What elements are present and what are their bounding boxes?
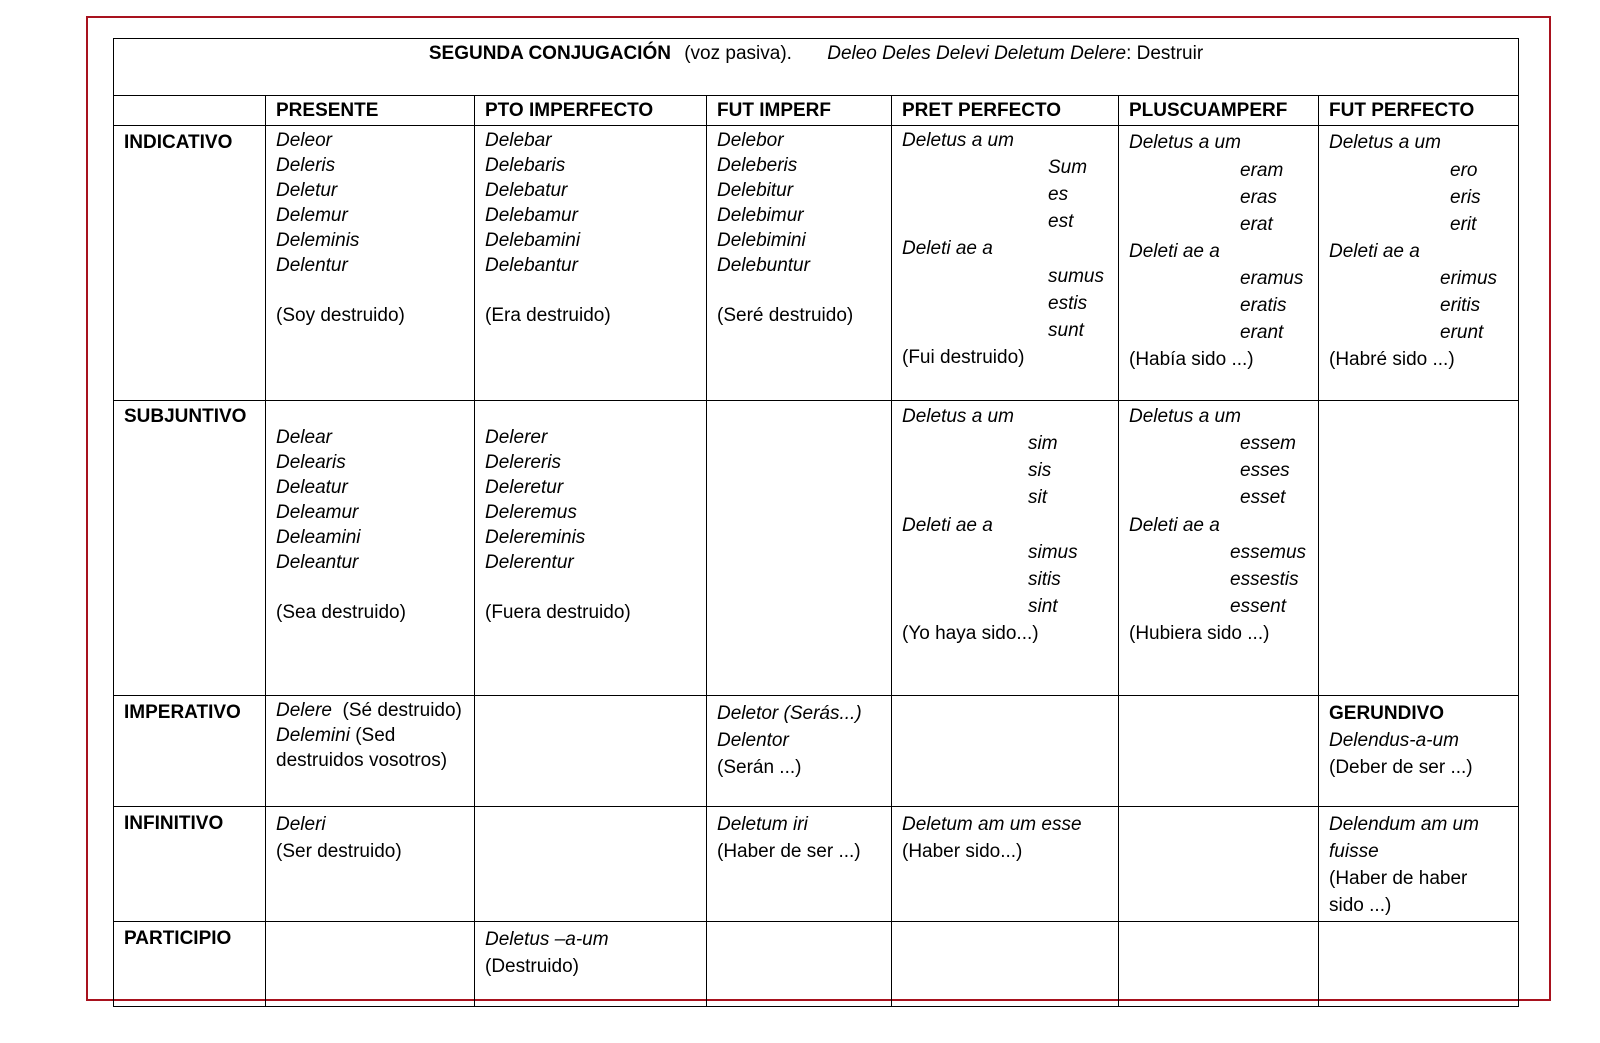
cell-inf-futuro [707,807,892,922]
ending: sim [1028,433,1058,454]
form: Delemur [276,205,348,226]
form-singular: Deletus a um [902,406,1014,427]
header-futuro: FUT IMPERF [707,96,892,126]
cell-sub-futuro [707,401,892,696]
translation: (Habré sido ...) [1329,349,1455,370]
title-voice: (voz pasiva). [684,43,792,64]
ending: sis [1028,460,1052,481]
ending: est [1048,211,1074,232]
cell-par-perfecto [892,922,1119,1007]
form: Delear [276,427,332,448]
ending: eris [1450,187,1481,208]
ending: erant [1240,322,1284,343]
form: Delebantur [485,255,578,276]
ending: esset [1240,487,1286,508]
form: Delebaris [485,155,566,176]
header-row [114,96,1519,126]
form: Delebamini [485,230,581,251]
translation: (Fui destruido) [902,347,1025,368]
cell-imp-imperfecto [475,696,707,807]
form: Delentor [717,730,789,751]
form-plural: Deleti ae a [1329,241,1420,262]
form: Delebar [485,130,552,151]
translation: sido ...) [1329,895,1392,916]
cell-imp-pluscuamperfecto [1119,696,1319,807]
form: Deleamini [276,527,361,548]
cell-inf-futuro-perfecto [1319,807,1519,922]
cell-imp-perfecto [892,696,1119,807]
gerundivo-label: GERUNDIVO [1329,703,1445,724]
cell-imp-presente [266,696,475,807]
form: Deleris [276,155,336,176]
translation: (Destruido) [485,956,579,977]
form: Deleminis [276,230,360,251]
cell-ind-pluscuamperfecto [1119,126,1319,401]
ending: ero [1450,160,1478,181]
form-singular: Deletus a um [1329,132,1441,153]
ending: eram [1240,160,1284,181]
title-verb-forms: Deleo Deles Delevi Deletum Delere [827,43,1127,64]
ending: erit [1450,214,1477,235]
translation: (Seré destruido) [717,305,854,326]
row-subjuntivo [114,401,1519,696]
cell-ind-futuro-perfecto [1319,126,1519,401]
translation: (Yo haya sido...) [902,623,1039,644]
form-singular: Deletus a um [1129,132,1241,153]
translation: (Sé destruido) [342,700,462,721]
form: Deletum am um esse [902,814,1082,835]
cell-imp-futuro-perfecto [1319,696,1519,807]
header-perfecto: PRET PERFECTO [892,96,1119,126]
ending: es [1048,184,1069,205]
form-singular: Deletus a um [1129,406,1241,427]
title-cell [114,39,1519,96]
form: Deleantur [276,552,359,573]
form: Delerentur [485,552,574,573]
header-presente: PRESENTE [266,96,475,126]
cell-sub-perfecto [892,401,1119,696]
form-plural: Deleti ae a [902,515,993,536]
title-main: SEGUNDA CONJUGACIÓN [428,43,671,64]
form: Delebitur [717,180,794,201]
translation: (Haber sido...) [902,841,1023,862]
cell-inf-pluscuamperfecto [1119,807,1319,922]
form: Delebor [717,130,784,151]
form: Deletor (Serás...) [717,703,862,724]
form: Deleamur [276,502,359,523]
translation: (Fuera destruido) [485,602,631,623]
header-empty [114,96,266,126]
ending: eras [1240,187,1277,208]
row-indicativo [114,126,1519,401]
translation: (Haber de ser ...) [717,841,861,862]
form: Deletur [276,180,338,201]
ending: sumus [1048,266,1104,287]
ending: esses [1240,460,1290,481]
ending: estis [1048,293,1088,314]
form: Deletus –a-um [485,929,609,950]
form: Delemini [276,725,350,746]
title-row [114,39,1519,96]
row-label-subjuntivo: SUBJUNTIVO [114,401,266,696]
header-pluscuamperfecto: PLUSCUAMPERF [1119,96,1319,126]
cell-inf-imperfecto [475,807,707,922]
form-singular: Deletus a um [902,130,1014,151]
ending: erimus [1440,268,1498,289]
translation: (Haber de haber [1329,868,1468,889]
conjugation-table [113,38,1519,1007]
ending: eratis [1240,295,1287,316]
ending: sit [1028,487,1047,508]
form: Delentur [276,255,348,276]
cell-sub-presente [266,401,475,696]
translation: (Era destruido) [485,305,611,326]
cell-par-futuro [707,922,892,1007]
form: Delebimini [717,230,806,251]
cell-ind-perfecto [892,126,1119,401]
cell-par-futuro-perfecto [1319,922,1519,1007]
row-label-participio: PARTICIPIO [114,922,266,1007]
form: Delerer [485,427,548,448]
ending: essem [1240,433,1296,454]
ending: sitis [1028,569,1061,590]
header-futuro-perfecto: FUT PERFECTO [1319,96,1519,126]
translation: (Había sido ...) [1129,349,1254,370]
form-plural: Deleti ae a [1129,515,1220,536]
cell-imp-futuro [707,696,892,807]
form: Delereminis [485,527,586,548]
ending: essestis [1230,569,1299,590]
ending: simus [1028,542,1078,563]
ending: eramus [1240,268,1304,289]
cell-sub-imperfecto [475,401,707,696]
cell-par-pluscuamperfecto [1119,922,1319,1007]
form: Deleatur [276,477,348,498]
cell-inf-perfecto [892,807,1119,922]
row-label-imperativo: IMPERATIVO [114,696,266,807]
form: Deletum iri [717,814,808,835]
translation: (Sea destruido) [276,602,406,623]
form: Delereris [485,452,562,473]
form: Delendus-a-um [1329,730,1459,751]
row-label-infinitivo: INFINITIVO [114,807,266,922]
ending: sunt [1048,320,1084,341]
translation: (Serán ...) [717,757,802,778]
cell-inf-presente [266,807,475,922]
form: Delebatur [485,180,568,201]
translation: (Sed [355,725,396,746]
form: Delendum am um [1329,814,1479,835]
cell-ind-imperfecto [475,126,707,401]
title-meaning: : Destruir [1126,43,1204,64]
cell-ind-presente [266,126,475,401]
ending: sint [1028,596,1058,617]
translation: (Hubiera sido ...) [1129,623,1270,644]
row-infinitivo [114,807,1519,922]
form: Delebamur [485,205,578,226]
cell-sub-pluscuamperfecto [1119,401,1319,696]
form: Delearis [276,452,346,473]
form: Deleberis [717,155,798,176]
form: Delebimur [717,205,804,226]
form: Deleri [276,814,326,835]
cell-sub-futuro-perfecto [1319,401,1519,696]
cell-par-imperfecto [475,922,707,1007]
form: Deleremus [485,502,577,523]
form: Deleretur [485,477,564,498]
cell-ind-futuro [707,126,892,401]
form: Delere [276,700,332,721]
translation: (Soy destruido) [276,305,405,326]
translation: (Ser destruido) [276,841,402,862]
form: fuisse [1329,841,1379,862]
translation: destruidos vosotros) [276,750,448,771]
ending: essent [1230,596,1286,617]
translation: (Deber de ser ...) [1329,757,1473,778]
form: Deleor [276,130,332,151]
cell-par-presente [266,922,475,1007]
ending: eritis [1440,295,1481,316]
row-participio [114,922,1519,1007]
form-plural: Deleti ae a [902,238,993,259]
ending: Sum [1048,157,1088,178]
ending: erunt [1440,322,1484,343]
row-label-indicativo: INDICATIVO [114,126,266,401]
ending: essemus [1230,542,1307,563]
row-imperativo [114,696,1519,807]
form: Delebuntur [717,255,810,276]
ending: erat [1240,214,1273,235]
form-plural: Deleti ae a [1129,241,1220,262]
header-imperfecto: PTO IMPERFECTO [475,96,707,126]
